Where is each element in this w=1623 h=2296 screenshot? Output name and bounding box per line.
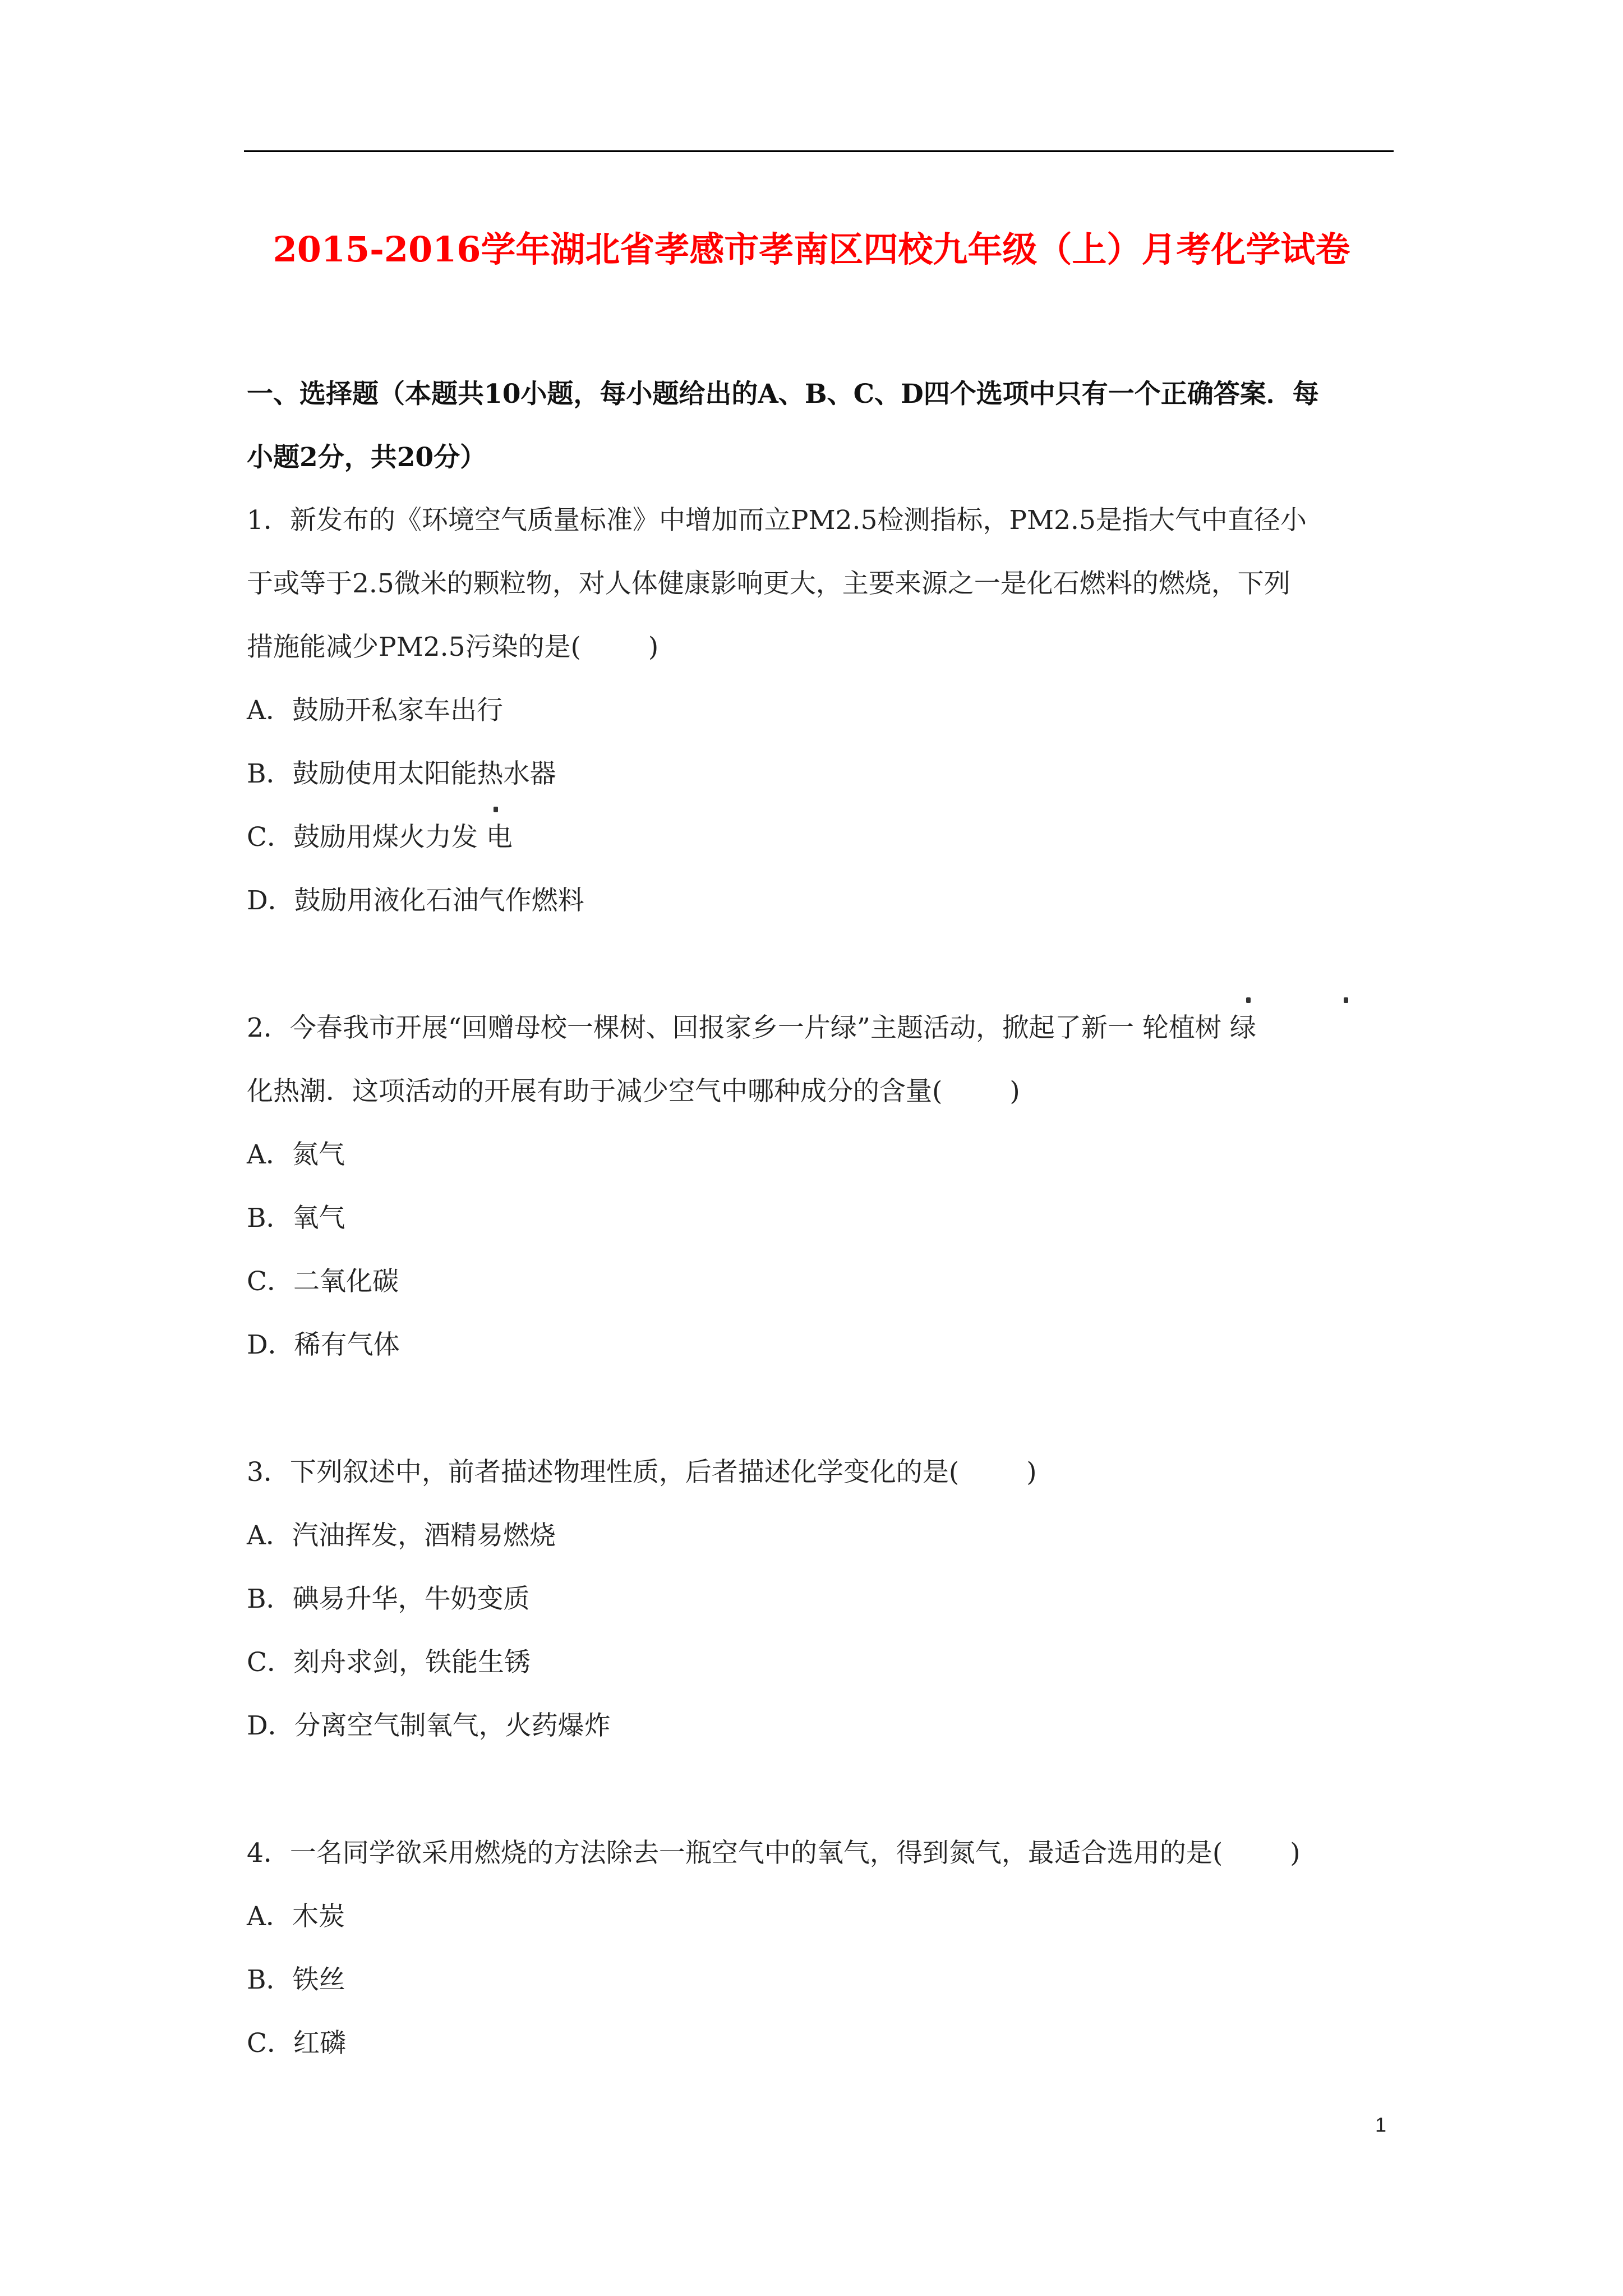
question-2-option-b: B．氧气 (247, 1203, 345, 1234)
question-2-stem-end: 化热潮．这项活动的开展有助于减少空气中哪种成分的含量( (247, 1076, 943, 1107)
question-1-option-b: B．鼓励使用太阳能热水器 (247, 758, 556, 789)
question-4-line-1 (247, 1832, 1301, 1870)
stray-mark (1246, 997, 1251, 1003)
question-1-stem-end: 措施能减少PM2.5污染的是( (247, 632, 581, 662)
exam-title: 2015-2016学年湖北省孝感市孝南区四校九年级（上）月考化学试卷 (273, 229, 1350, 270)
question-3-stem: 3．下列叙述中，前者描述物理性质，后者描述化学变化的是( (247, 1457, 960, 1488)
answer-blank-close: ) (1026, 1457, 1037, 1488)
question-3-option-d: D．分离空气制氧气，火药爆炸 (247, 1710, 611, 1741)
question-4-stem: 4．一名同学欲采用燃烧的方法除去一瓶空气中的氧气，得到氮气，最适合选用的是( (247, 1838, 1223, 1869)
question-1-line-3 (247, 626, 658, 664)
answer-blank-close: ) (1290, 1838, 1301, 1869)
question-3-option-c: C．刻舟求剑，铁能生锈 (247, 1647, 531, 1678)
question-2-option-c: C．二氧化碳 (247, 1266, 399, 1297)
question-1-line-1: 1．新发布的《环境空气质量标准》中增加而立PM2.5检测指标，PM2.5是指大气中直径小 (247, 505, 1307, 536)
header-rule (244, 150, 1394, 152)
answer-blank-close: ) (1009, 1076, 1020, 1107)
question-3-line-1 (247, 1451, 1037, 1489)
question-2-option-d: D．稀有气体 (247, 1329, 400, 1360)
question-3-option-a: A．汽油挥发，酒精易燃烧 (247, 1520, 556, 1551)
stray-mark (1344, 997, 1348, 1003)
section-heading-line-1: 一、选择题（本题共10小题，每小题给出的A、B、C、D四个选项中只有一个正确答案．每 (247, 379, 1319, 409)
page-number: 1 (1375, 2113, 1387, 2136)
question-2-line-1: 2．今春我市开展“回赠母校一棵树、回报家乡一片绿”主题活动，掀起了新一 轮植树 绿 (247, 1013, 1256, 1043)
question-4-option-c: C．红磷 (247, 2028, 346, 2059)
question-1-option-a: A．鼓励开私家车出行 (247, 695, 503, 726)
question-1-option-c: C．鼓励用煤火力发 电 (247, 822, 513, 853)
question-1-line-2: 于或等于2.5微米的颗粒物，对人体健康影响更大，主要来源之一是化石燃料的燃烧，下列 (247, 568, 1290, 599)
question-1-option-d: D．鼓励用液化石油气作燃料 (247, 885, 584, 916)
question-2-line-2 (247, 1070, 1020, 1108)
answer-blank-close: ) (648, 632, 659, 662)
question-3-option-b: B．碘易升华，牛奶变质 (247, 1584, 530, 1614)
question-4-option-b: B．铁丝 (247, 1964, 345, 1995)
question-2-option-a: A．氮气 (247, 1139, 345, 1170)
stray-mark (494, 807, 498, 812)
section-heading-line-2: 小题2分，共20分） (247, 442, 487, 473)
question-4-option-a: A．木炭 (247, 1901, 345, 1932)
